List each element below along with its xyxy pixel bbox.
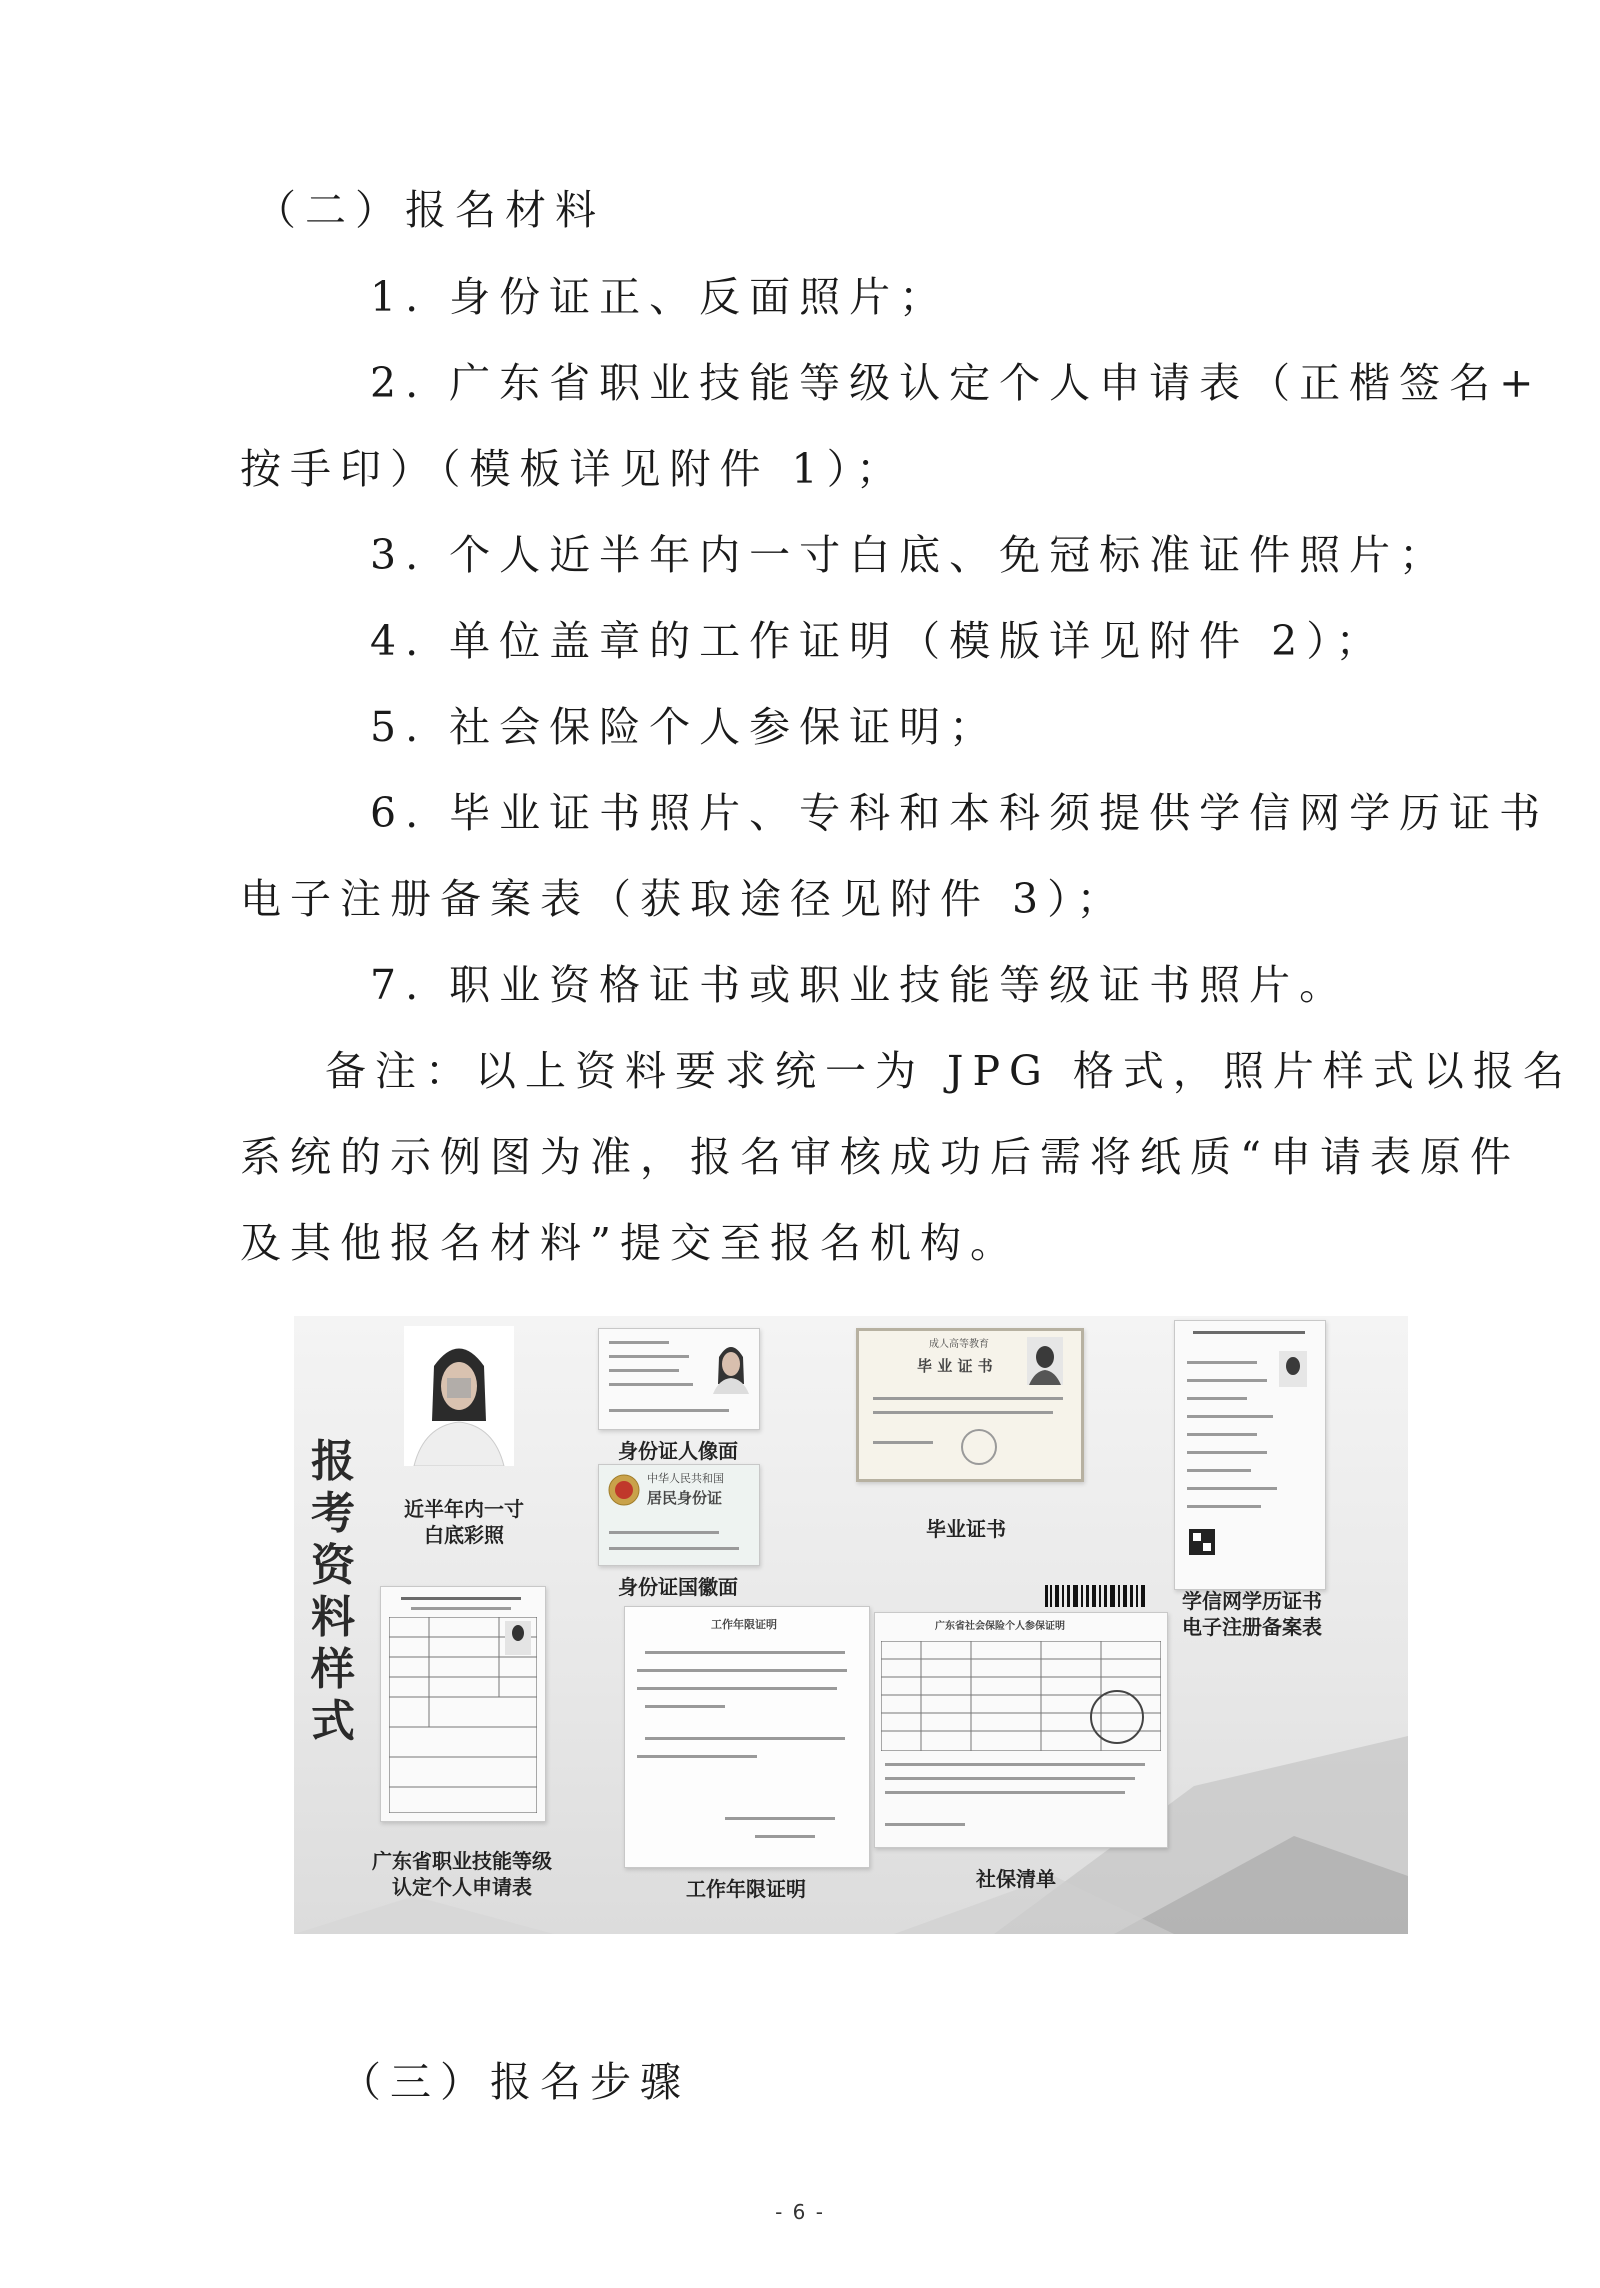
application-form-document xyxy=(380,1586,546,1822)
id-card-emblem-side xyxy=(598,1464,760,1566)
material-item-5: 5. 社会保险个人参保证明； xyxy=(370,703,1000,751)
social-security-title: 广东省社会保险个人参保证明 xyxy=(935,1621,1065,1632)
diploma-seal-icon xyxy=(959,1427,999,1467)
barcode-icon xyxy=(1045,1585,1149,1607)
portrait-photo xyxy=(404,1326,514,1466)
work-proof-caption: 工作年限证明 xyxy=(686,1877,806,1901)
id-card-country: 中华人民共和国 xyxy=(647,1472,724,1485)
work-proof-document xyxy=(624,1606,870,1868)
material-item-6-cont: 电子注册备案表（获取途径见附件 3）； xyxy=(240,875,1127,923)
diploma-caption: 毕业证书 xyxy=(926,1517,1006,1541)
material-item-6: 6. 毕业证书照片、专科和本科须提供学信网学历证书 xyxy=(370,789,1550,837)
portrait-figure-icon xyxy=(404,1326,514,1466)
material-item-7: 7. 职业资格证书或职业技能等级证书照片。 xyxy=(370,961,1350,1009)
application-caption-line-1: 广东省职业技能等级 xyxy=(372,1849,552,1873)
social-security-document xyxy=(874,1612,1168,1848)
national-emblem-icon xyxy=(607,1473,641,1507)
section-heading-steps: （三）报名步骤 xyxy=(340,2058,690,2106)
id-card-title: 居民身份证 xyxy=(647,1489,723,1507)
diploma-header: 成人高等教育 xyxy=(929,1339,989,1350)
photo-caption-line-1: 近半年内一寸 xyxy=(404,1497,524,1521)
material-item-2-cont: 按手印）（模板详见附件 1）； xyxy=(240,445,907,493)
diploma-title: 毕 业 证 书 xyxy=(917,1357,993,1375)
photo-caption-line-2: 白底彩照 xyxy=(424,1523,504,1547)
note-line-2: 系统的示例图为准，报名审核成功后需将纸质“申请表原件 xyxy=(240,1133,1520,1181)
samples-vertical-title: 报考资料样式 xyxy=(311,1436,355,1747)
application-caption-line-2: 认定个人申请表 xyxy=(392,1875,532,1899)
xuexin-caption-line-2: 电子注册备案表 xyxy=(1182,1615,1322,1639)
work-proof-title: 工作年限证明 xyxy=(711,1618,777,1631)
id-portrait-caption: 身份证人像面 xyxy=(618,1439,738,1463)
xuexin-registration-form xyxy=(1174,1320,1326,1590)
application-table-grid xyxy=(389,1617,537,1813)
material-item-2: 2. 广东省职业技能等级认定个人申请表（正楷签名+ xyxy=(370,359,1543,407)
id-card-portrait-side xyxy=(598,1328,760,1430)
social-security-caption: 社保清单 xyxy=(976,1867,1056,1891)
sample-materials-image xyxy=(294,1316,1408,1934)
xuexin-portrait-icon xyxy=(1279,1351,1307,1387)
id-emblem-caption: 身份证国徽面 xyxy=(618,1575,738,1599)
material-item-4: 4. 单位盖章的工作证明（模版详见附件 2）； xyxy=(370,617,1386,665)
diploma-document xyxy=(856,1328,1084,1482)
page-number: - 6 - xyxy=(775,2200,825,2224)
id-portrait-icon xyxy=(711,1339,751,1394)
note-line-3: 及其他报名材料”提交至报名机构。 xyxy=(240,1219,1020,1267)
section-heading-materials: （二）报名材料 xyxy=(255,186,605,234)
social-security-table xyxy=(881,1641,1161,1751)
material-item-3: 3. 个人近半年内一寸白底、免冠标准证件照片； xyxy=(370,531,1450,579)
qr-code-icon xyxy=(1189,1529,1215,1555)
note-line-1: 备注：以上资料要求统一为 JPG 格式，照片样式以报名 xyxy=(325,1047,1573,1095)
xuexin-caption-line-1: 学信网学历证书 xyxy=(1182,1589,1322,1613)
diploma-portrait-icon xyxy=(1027,1337,1063,1385)
material-item-1: 1. 身份证正、反面照片； xyxy=(370,273,950,321)
